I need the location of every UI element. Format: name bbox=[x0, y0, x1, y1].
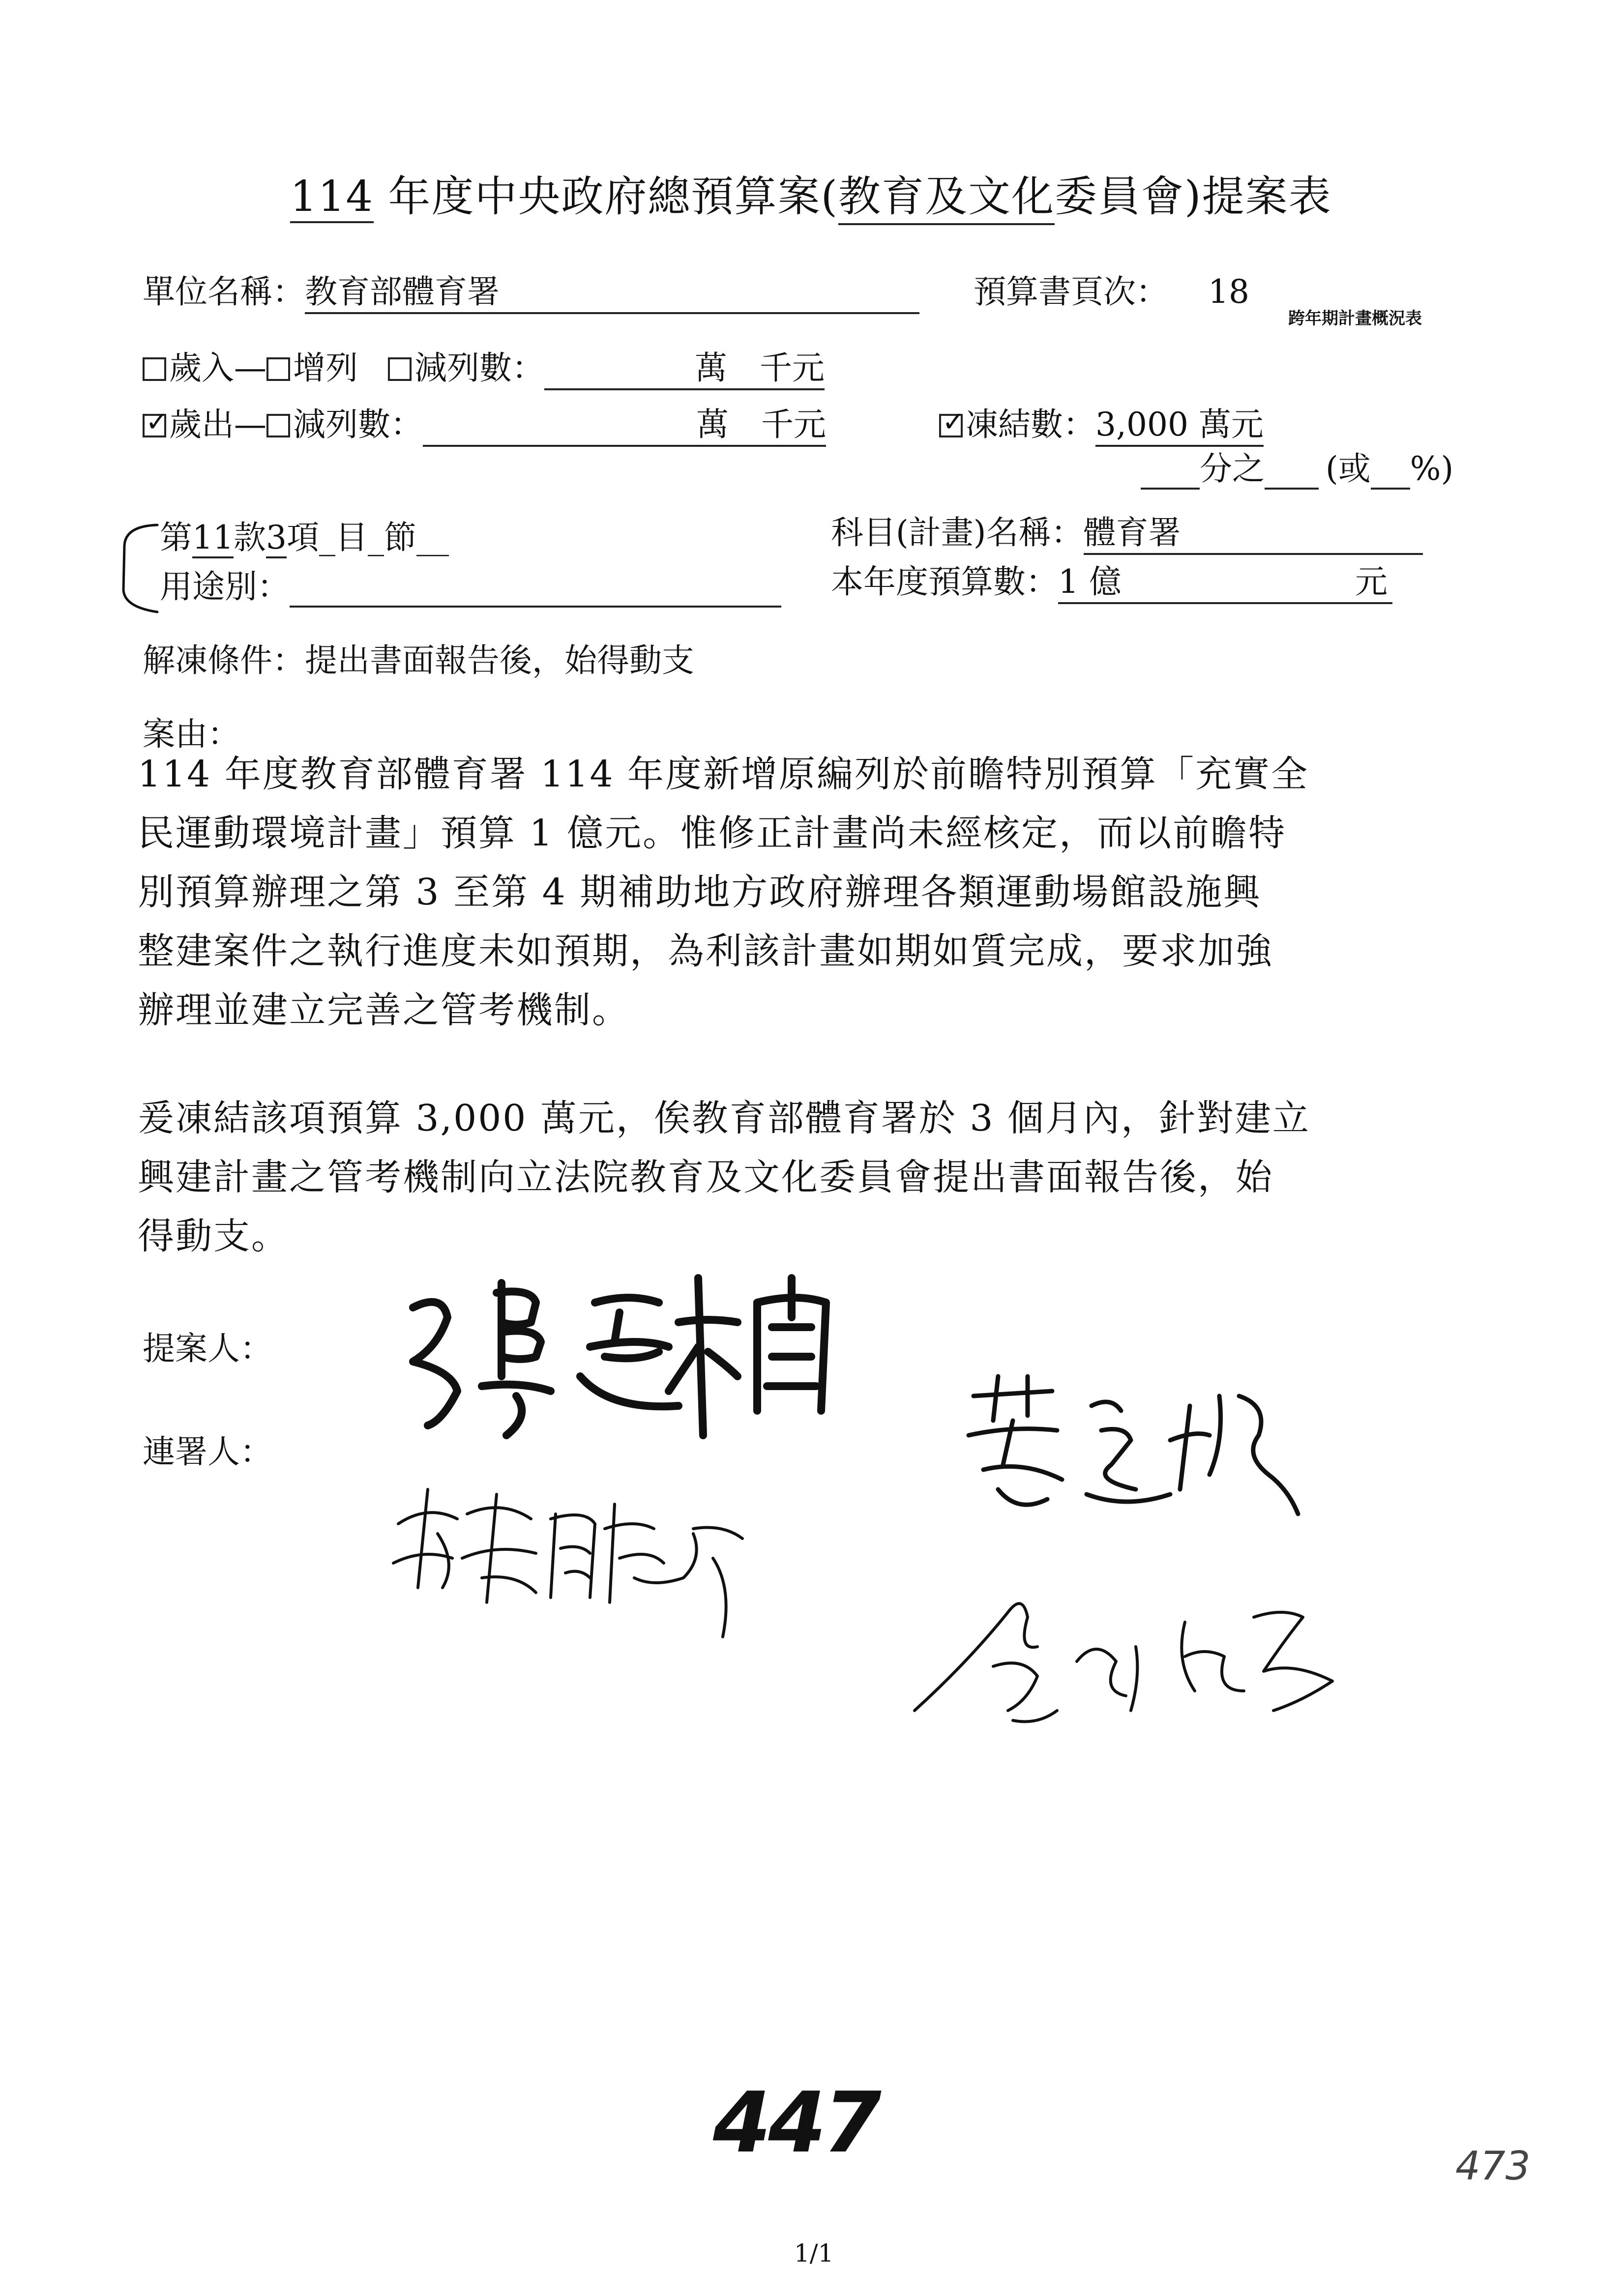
expenditure-checkbox[interactable] bbox=[143, 414, 166, 437]
title-year: 114 bbox=[290, 172, 374, 223]
expenditure-amount-field[interactable]: 萬 千元 bbox=[423, 398, 826, 447]
handwritten-number-right: 473 bbox=[1455, 2143, 1531, 2189]
page-number: 1/1 bbox=[794, 2239, 834, 2267]
handwritten-number-center: 447 bbox=[713, 2074, 879, 2172]
cosigner-signature-2 bbox=[388, 1475, 792, 1647]
expenditure-row: ✓歲出— 減列數： 萬 千元 bbox=[143, 398, 826, 447]
fraction-row: 分之 (或 %) bbox=[1141, 442, 1453, 490]
section-number: 11 bbox=[192, 519, 234, 558]
item-number: 3 bbox=[266, 519, 287, 558]
year-budget-row: 本年度預算數：1 億 元 bbox=[831, 555, 1392, 604]
unit-value: 教育部體育署 bbox=[305, 265, 919, 314]
revenue-amount-field[interactable]: 萬 千元 bbox=[544, 342, 825, 390]
freeze-checkbox[interactable] bbox=[939, 414, 963, 437]
cosigner-signature-1 bbox=[964, 1366, 1318, 1529]
proposer-signature bbox=[384, 1249, 924, 1445]
release-condition: 解凍條件：提出書面報告後，始得動支 bbox=[143, 641, 694, 679]
revenue-decrease-checkbox[interactable] bbox=[388, 357, 412, 381]
page-ref-label: 預算書頁次： bbox=[974, 273, 1168, 311]
revenue-row: 歲入— 增列 減列數： 萬 千元 bbox=[143, 342, 825, 390]
page-ref bbox=[974, 265, 1249, 312]
use-row: 用途別： bbox=[160, 560, 781, 608]
freeze-amount: 3,000 萬元 bbox=[1095, 398, 1264, 447]
resolution-text: 爰凍結該項預算 3,000 萬元，俟教育部體育署於 3 個月內，針對建立 興建計畫之管考機制向立法院教育及文化委員會提出書面報告後，始 得動支。 bbox=[138, 1097, 1311, 1257]
page-title: 114 年度中央政府總預算案(教育及文化委員會)提案表 bbox=[290, 162, 1332, 225]
subject-value: 體育署 bbox=[1084, 506, 1423, 555]
percent-field[interactable] bbox=[1371, 450, 1410, 490]
unit-row bbox=[143, 265, 919, 314]
reason-label: 案由： bbox=[143, 715, 240, 753]
year-budget-value: 1 億 元 bbox=[1058, 555, 1392, 604]
use-field[interactable] bbox=[290, 568, 781, 608]
proposer-label: 提案人： bbox=[143, 1330, 272, 1367]
page-ref-value: 18 bbox=[1208, 273, 1249, 311]
freeze-row: ✓ 凍結數：3,000 萬元 bbox=[939, 398, 1264, 447]
page-ref-note: 跨年期計畫概況表 bbox=[1288, 309, 1422, 328]
cosigner-label: 連署人： bbox=[143, 1433, 272, 1471]
revenue-increase-checkbox[interactable] bbox=[266, 357, 290, 381]
subject-row: 科目(計畫)名稱：體育署 bbox=[831, 506, 1423, 555]
fraction-numerator-field[interactable] bbox=[1141, 450, 1200, 490]
cosigner-signature-3 bbox=[910, 1563, 1352, 1740]
section-row: 第11款3項_目_節__ bbox=[160, 511, 449, 558]
reason-text: 114 年度教育部體育署 114 年度新增原編列於前瞻特別預算「充實全 民運動環境計畫」預算 1 億元。惟修正計畫尚未經核定，而以前瞻特 別預算辦理之第 3 至第 4 期補助地方政府辦理各類運動場館設施興 整建案件之執行進度未如預期，為利該計畫如期如質完成，要求加強 辦理並建立完善之管考機制。 bbox=[138, 753, 1309, 1031]
unit-label: 單位名稱： bbox=[143, 273, 305, 311]
revenue-checkbox[interactable] bbox=[143, 357, 166, 381]
title-committee: 教育及文化 bbox=[838, 162, 1055, 225]
expenditure-decrease-checkbox[interactable] bbox=[266, 414, 290, 437]
fraction-denominator-field[interactable] bbox=[1265, 450, 1319, 490]
